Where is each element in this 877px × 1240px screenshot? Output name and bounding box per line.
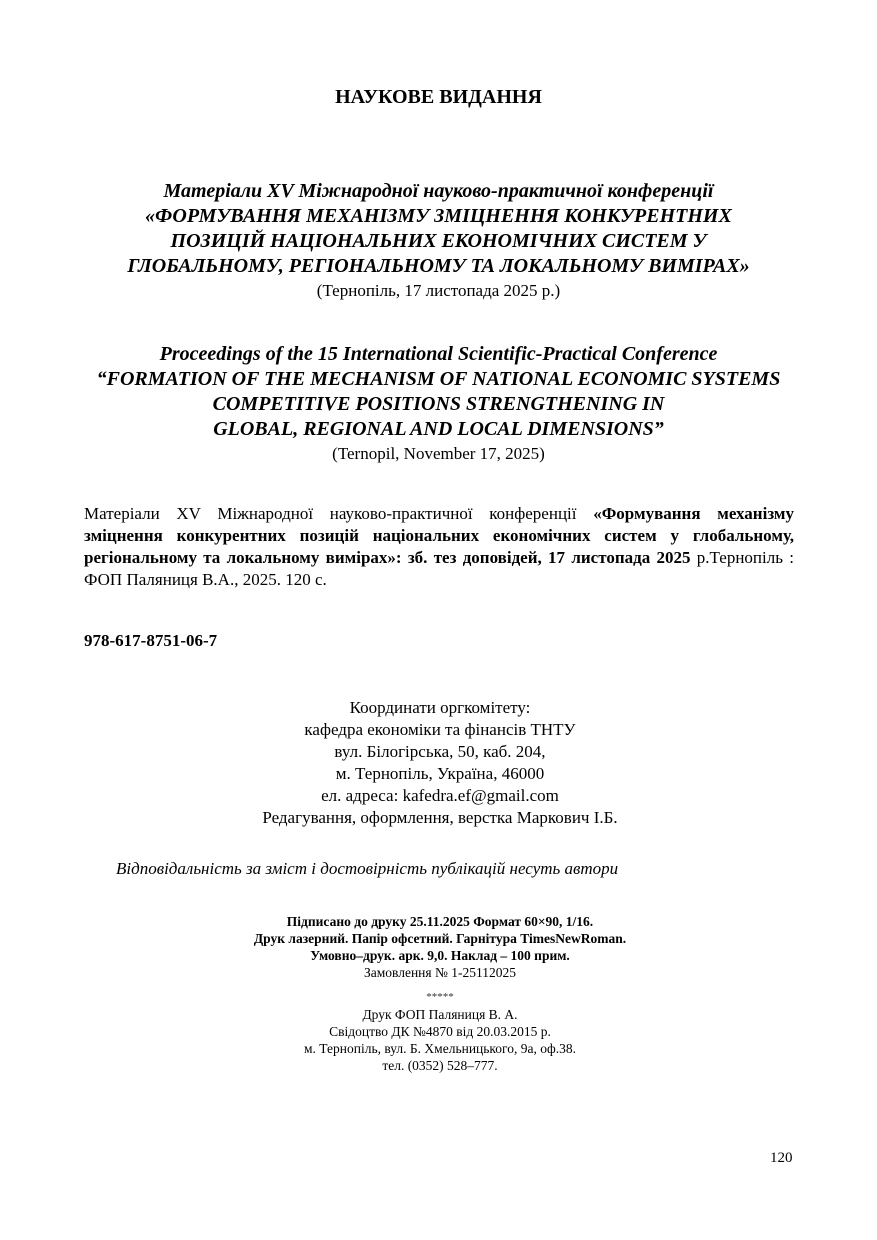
- printer-address: м. Тернопіль, вул. Б. Хмельницького, 9а, оф.38.: [304, 1041, 576, 1056]
- page-title: НАУКОВЕ ВИДАННЯ: [335, 86, 542, 108]
- ua-subtitle: Матеріали XV Міжнародної науково-практичної конференції: [163, 180, 714, 202]
- ua-name-line-1: «ФОРМУВАННЯ МЕХАНІЗМУ ЗМІЦНЕННЯ КОНКУРЕНТНИХ: [145, 205, 732, 227]
- isbn: 978-617-8751-06-7: [84, 631, 218, 650]
- ua-name-line-3: ГЛОБАЛЬНОМУ, РЕГІОНАЛЬНОМУ ТА ЛОКАЛЬНОМУ ВИМІРАХ»: [127, 255, 750, 277]
- citation-suffix: р.Тернопіль : ФОП Паляниця В.А., 2025. 120 с.: [84, 548, 794, 589]
- citation-prefix: Матеріали XV Міжнародної науково-практичної конференції: [84, 504, 594, 523]
- coords-street: вул. Білогірська, 50, каб. 204,: [334, 742, 546, 761]
- responsibility-note: Відповідальність за зміст і достовірність публікацій несуть автори: [116, 859, 619, 878]
- print-info: [190, 913, 690, 1074]
- printer-name: Друк ФОП Паляниця В. А.: [362, 1007, 518, 1022]
- print-paper-line: Друк лазерний. Папір офсетний. Гарнітура TimesNewRoman.: [253, 931, 627, 946]
- coords-city: м. Тернопіль, Україна, 46000: [335, 764, 545, 783]
- print-order-line: Замовлення № 1-25112025: [363, 965, 516, 980]
- printer-certificate: Свідоцтво ДК №4870 від 20.03.2015 р.: [329, 1024, 551, 1039]
- organizing-committee-contacts: [190, 697, 690, 829]
- en-name-line-1: “FORMATION OF THE MECHANISM OF NATIONAL ECONOMIC SYSTEMS: [96, 368, 781, 390]
- printer-phone: тел. (0352) 528–777.: [382, 1058, 498, 1073]
- separator-stars: *****: [426, 991, 454, 1003]
- coords-email: ел. адреса: kafedra.ef@gmail.com: [321, 786, 559, 805]
- bibliographic-citation: [84, 503, 794, 591]
- coords-heading: Координати оргкомітету:: [349, 698, 531, 717]
- en-place-date: (Ternopil, November 17, 2025): [332, 444, 545, 463]
- ua-place-date: (Тернопіль, 17 листопада 2025 р.): [316, 281, 561, 300]
- ua-name-line-2: ПОЗИЦІЙ НАЦІОНАЛЬНИХ ЕКОНОМІЧНИХ СИСТЕМ У: [170, 230, 707, 252]
- print-signed-line: Підписано до друку 25.11.2025 Формат 60×90, 1/16.: [286, 914, 594, 929]
- coords-editing: Редагування, оформлення, верстка Маркович І.Б.: [262, 808, 618, 827]
- en-name-line-3: GLOBAL, REGIONAL AND LOCAL DIMENSIONS”: [213, 418, 664, 440]
- ukrainian-title-block: [60, 179, 817, 303]
- english-title-block: [40, 342, 837, 466]
- en-subtitle: Proceedings of the 15 International Scientific-Practical Conference: [159, 343, 718, 365]
- en-name-line-2: COMPETITIVE POSITIONS STRENGTHENING IN: [212, 393, 665, 415]
- print-volume-line: Умовно–друк. арк. 9,0. Наклад – 100 прим.: [310, 948, 570, 963]
- citation-title: «Формування механізму зміцнення конкурентних позицій національних економічних систем у глобальному, регіональному та локальному вимірах»: зб. тез доповідей, 17 листопада 2025: [84, 504, 794, 567]
- page-number: 120: [770, 1150, 793, 1166]
- coords-department: кафедра економіки та фінансів ТНТУ: [304, 720, 576, 739]
